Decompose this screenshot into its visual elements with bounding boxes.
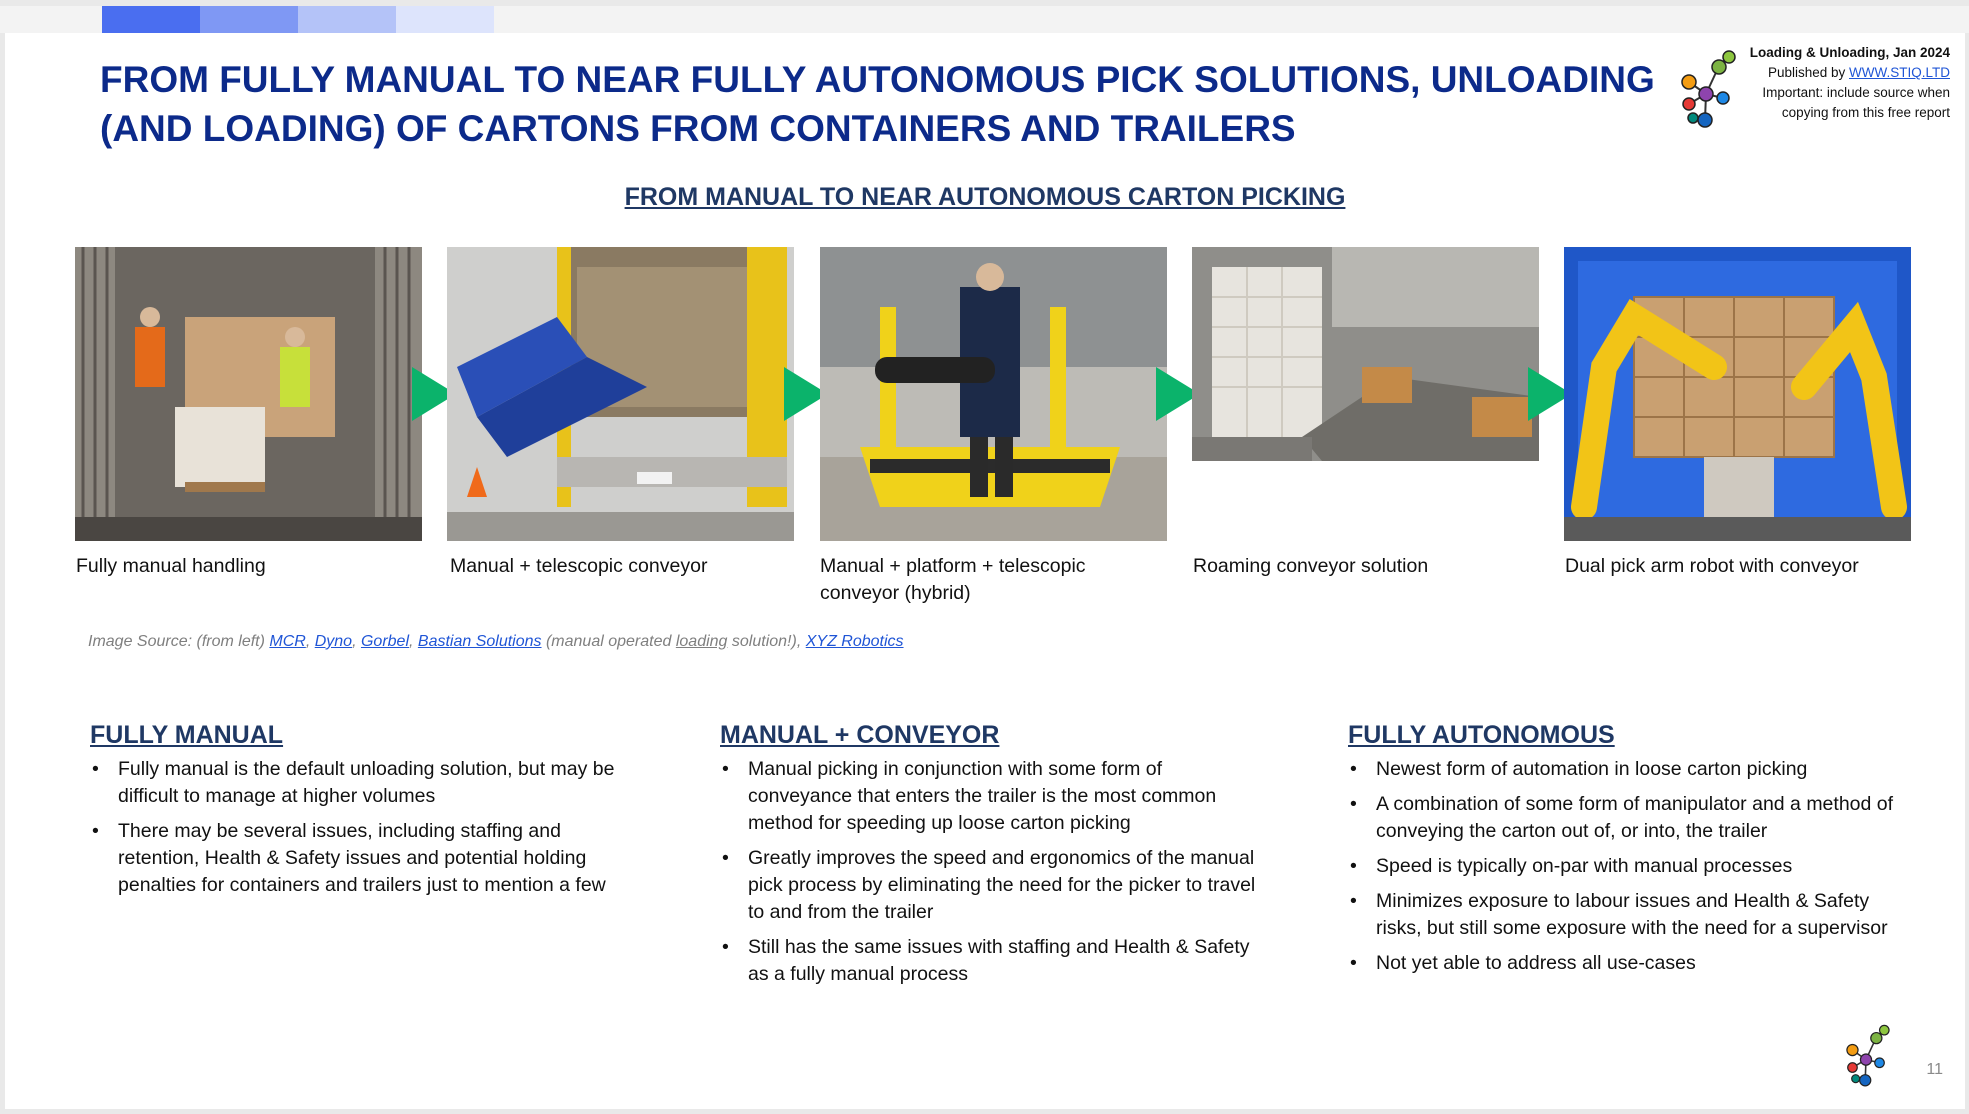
list-item: • Newest form of automation in loose carton picking: [1348, 756, 1908, 783]
list-item: • Not yet able to address all use-cases: [1348, 950, 1908, 977]
publisher-link[interactable]: WWW.STIQ.LTD: [1849, 65, 1950, 80]
report-name: Loading & Unloading, Jan 2024: [1749, 45, 1950, 60]
source-note: (manual operated: [541, 633, 676, 650]
list-item: • Speed is typically on-par with manual processes: [1348, 853, 1908, 880]
source-note-underlined: loading: [675, 633, 728, 650]
image-source-note: [88, 633, 904, 651]
list-item: • Manual picking in conjunction with some form of conveyance that enters the trailer is the most common method for speeding up loose carton picking: [720, 756, 1260, 837]
column-fully-manual: [90, 721, 630, 907]
publisher-info: [1700, 43, 1950, 123]
stage-caption-2: Manual + telescopic conveyor: [450, 555, 708, 577]
slide: [5, 33, 1965, 1109]
bullet-list: [1348, 756, 1908, 977]
stiq-footer-logo-icon: [1841, 1023, 1891, 1093]
stage-caption-3: Manual + platform + telescopic conveyor (hybrid): [820, 555, 1086, 604]
source-separator: ,: [305, 633, 315, 650]
stage-caption-1: Fully manual handling: [76, 555, 266, 577]
column-heading: MANUAL + CONVEYOR: [720, 721, 1000, 749]
column-heading: FULLY AUTONOMOUS: [1348, 721, 1615, 749]
progress-segment-1: [102, 6, 200, 33]
published-by-label: Published by: [1767, 65, 1849, 80]
list-item: • A combination of some form of manipulator and a method of conveying the carton out of, or into, the trailer: [1348, 791, 1908, 845]
source-notice-line2: copying from this free report: [1781, 105, 1950, 120]
list-item: • There may be several issues, including staffing and retention, Health & Safety issues and potential holding penalties for containers and trailers just to mention a few: [90, 818, 630, 899]
column-heading: FULLY MANUAL: [90, 721, 284, 749]
image-source-prefix: Image Source: (from left): [88, 633, 270, 650]
published-by: [1700, 63, 1950, 83]
stage-caption-5: Dual pick arm robot with conveyor: [1565, 555, 1859, 577]
section-subtitle: FROM MANUAL TO NEAR AUTONOMOUS CARTON PICKING: [624, 183, 1346, 211]
bullet-list: [90, 756, 630, 899]
source-note-end: solution!),: [727, 633, 806, 650]
progress-bar: [0, 6, 1969, 33]
dual-arm-robot-container-photo: [1564, 247, 1911, 541]
list-item: • Minimizes exposure to labour issues and Health & Safety risks, but still some exposure with the need for a supervisor: [1348, 888, 1908, 942]
progress-segment-3: [298, 6, 396, 33]
roaming-conveyor-boxes-photo: [1192, 247, 1539, 461]
stage-caption-4: Roaming conveyor solution: [1193, 555, 1429, 577]
slide-title: FROM FULLY MANUAL TO NEAR FULLY AUTONOMOUS PICK SOLUTIONS, UNLOADING (AND LOADING) OF CARTONS FROM CONTAINERS AND TRAILERS: [100, 59, 1655, 149]
workers-unloading-container-photo: [75, 247, 422, 541]
source-link-mcr[interactable]: MCR: [269, 633, 306, 650]
list-item: • Greatly improves the speed and ergonomics of the manual pick process by eliminating the need for the picker to travel to and from the trailer: [720, 845, 1260, 926]
column-manual-conveyor: [720, 721, 1260, 996]
yellow-platform-conveyor-photo: [820, 247, 1167, 541]
list-item: • Fully manual is the default unloading solution, but may be difficult to manage at higher volumes: [90, 756, 630, 810]
progress-segment-4: [396, 6, 494, 33]
column-fully-autonomous: [1348, 721, 1908, 985]
source-separator: ,: [352, 633, 361, 650]
source-link-xyz[interactable]: XYZ Robotics: [805, 633, 904, 650]
source-link-gorbel[interactable]: Gorbel: [360, 633, 409, 650]
source-link-bastian[interactable]: Bastian Solutions: [417, 633, 542, 650]
bullet-list: [720, 756, 1260, 988]
list-item: • Still has the same issues with staffing and Health & Safety as a fully manual process: [720, 934, 1260, 988]
source-separator: ,: [409, 633, 418, 650]
source-link-dyno[interactable]: Dyno: [314, 633, 353, 650]
page-number: 11: [1926, 1061, 1943, 1078]
progress-segment-2: [200, 6, 298, 33]
source-notice-line1: Important: include source when: [1762, 85, 1950, 100]
blue-telescopic-conveyor-trailer-photo: [447, 247, 794, 541]
